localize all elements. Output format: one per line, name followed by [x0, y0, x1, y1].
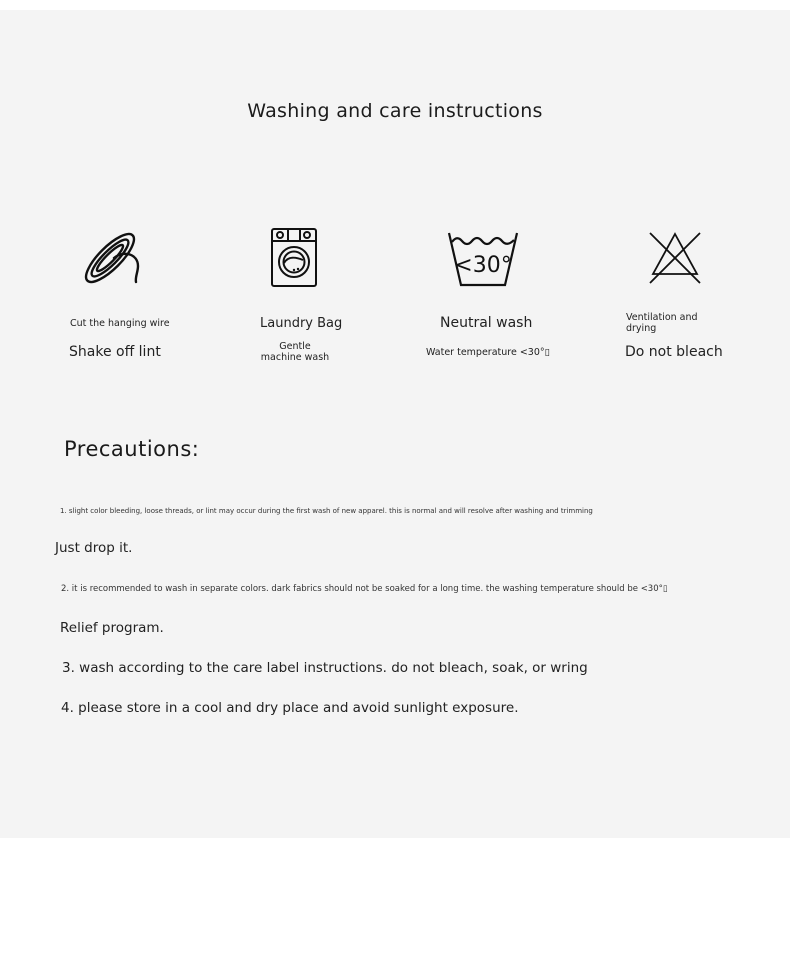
- item-rope-caption: Cut the hanging wire: [70, 318, 170, 329]
- item-laundry-caption: Gentle machine wash: [260, 341, 330, 363]
- item-neutral-caption: Water temperature <30°▯: [426, 347, 550, 358]
- precautions-heading: Precautions:: [64, 437, 200, 461]
- item-rope-title: Shake off lint: [69, 344, 161, 360]
- washing-machine-icon: [270, 227, 318, 288]
- precaution-note-2: 2. it is recommended to wash in separate colors. dark fabrics should not be soaked for a long time. the washing temperature should be <30°▯: [61, 584, 668, 594]
- precaution-note-1: 1. slight color bleeding, loose threads, or lint may occur during the first wash of new apparel. this is normal and will resolve after washing and trimming: [60, 507, 593, 515]
- basin-temperature: <30°: [454, 253, 512, 278]
- item-bleach-caption: Ventilation and drying: [626, 312, 698, 334]
- precaution-note-3: 3. wash according to the care label instructions. do not bleach, soak, or wring: [62, 660, 588, 676]
- item-bleach-title: Do not bleach: [625, 344, 723, 360]
- no-bleach-icon: [647, 230, 703, 286]
- wash-basin-icon: [446, 230, 520, 288]
- page-title: Washing and care instructions: [247, 100, 543, 122]
- rope-icon: [80, 228, 144, 290]
- item-neutral-title: Neutral wash: [440, 315, 533, 331]
- precaution-note-2-tail: Relief program.: [60, 620, 164, 636]
- precaution-note-4: 4. please store in a cool and dry place and avoid sunlight exposure.: [61, 700, 519, 716]
- precaution-note-1-tail: Just drop it.: [55, 540, 133, 556]
- item-laundry-title: Laundry Bag: [260, 316, 343, 331]
